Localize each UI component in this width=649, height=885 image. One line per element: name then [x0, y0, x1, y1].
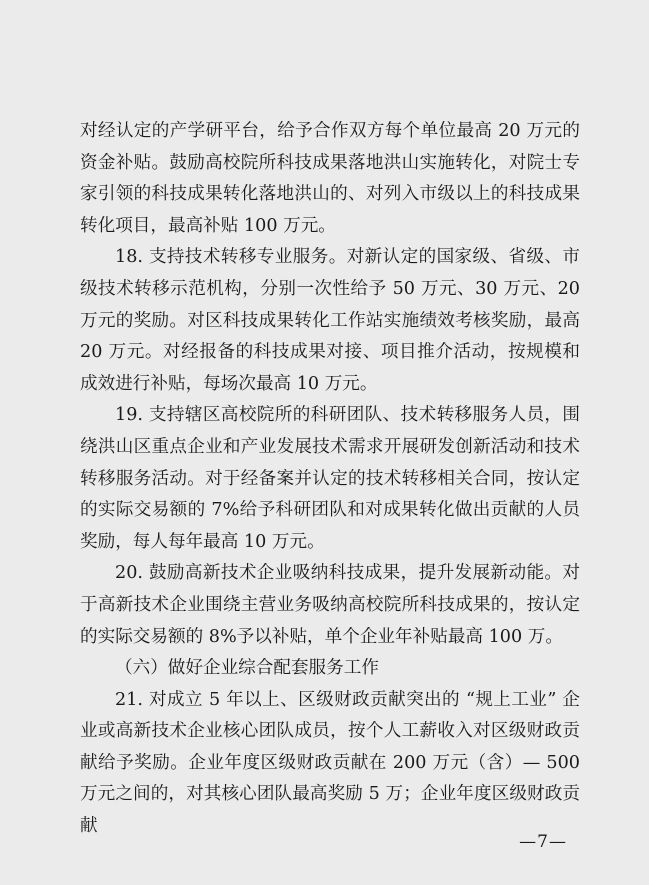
paragraph-21: 21. 对成立 5 年以上、区级财政贡献突出的 “规上工业” 企业或高新技术企业核心团队成员，按个人工薪收入对区级财政贡献给予奖励。企业年度区级财政贡献在 200 万元（含）— 500 万元之间的，对其核心团队最高奖励 5 万；企业年度区级财政贡献: [80, 689, 580, 837]
paragraph-20: 20. 鼓励高新技术企业吸纳科技成果，提升发展新动能。对于高新技术企业围绕主营业务吸纳高校院所科技成果的，按认定的实际交易额的 8%予以补贴，单个企业年补贴最高 100 万。: [80, 563, 580, 647]
document-body: [80, 116, 580, 843]
paragraph-19: 19. 支持辖区高校院所的科研团队、技术转移服务人员，围绕洪山区重点企业和产业发展技术需求开展研发创新活动和技术转移服务活动。对于经备案并认定的技术转移相关合同，按认定的实际交易额的 7%给予科研团队和对成果转化做出贡献的人员奖励，每人每年最高 10 万元。: [80, 405, 580, 552]
page-number: —7—: [519, 832, 567, 852]
paragraph-18: 18. 支持技术转移专业服务。对新认定的国家级、省级、市级技术转移示范机构，分别一次性给予 50 万元、30 万元、20 万元的奖励。对区科技成果转化工作站实施绩效考核奖励，最高 20 万元。对经报备的科技成果对接、项目推介活动，按规模和成效进行补贴，每场次最高 10 万元。: [80, 247, 580, 394]
section-heading: （六）做好企业综合配套服务工作: [115, 658, 379, 679]
paragraph-continuation: 对经认定的产学研平台，给予合作双方每个单位最高 20 万元的资金补贴。鼓励高校院所科技成果落地洪山实施转化，对院士专家引领的科技成果转化落地洪山的、对列入市级以上的科技成果转化项目，最高补贴 100 万元。: [80, 121, 580, 236]
